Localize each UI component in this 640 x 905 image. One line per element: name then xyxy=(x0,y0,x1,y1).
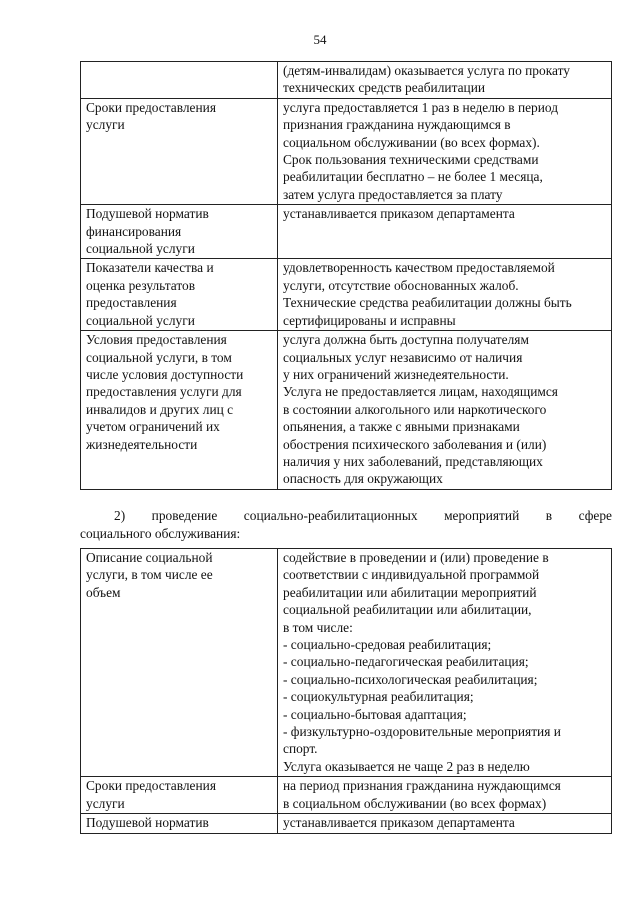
label-line: Показатели качества и xyxy=(86,260,214,276)
row-label-cell xyxy=(81,98,278,204)
row-value-cell xyxy=(278,777,612,814)
row-label-cell xyxy=(81,62,278,99)
table-row xyxy=(81,331,612,490)
value-line: технических средств реабилитации xyxy=(283,80,486,96)
value-line: - социально-психологическая реабилитация; xyxy=(283,671,538,687)
value-line: услуга должна быть доступна получателям xyxy=(283,332,529,348)
row-value-cell xyxy=(278,331,612,490)
value-line: соответствии с индивидуальной программой xyxy=(283,567,540,583)
value-line: (детям-инвалидам) оказывается услуга по прокату xyxy=(283,63,570,78)
value-line: сертифицированы и исправны xyxy=(283,312,456,328)
value-line: устанавливается приказом департамента xyxy=(283,206,515,222)
row-value-cell xyxy=(278,62,612,99)
value-line: в социальном обслуживании (во всех формах) xyxy=(283,795,547,811)
label-line: услуги xyxy=(86,795,125,811)
row-value-cell xyxy=(278,814,612,833)
value-line: Услуга не предоставляется лицам, находящимся xyxy=(283,384,558,400)
table-row xyxy=(81,259,612,331)
value-line: у них ограничений жизнедеятельности. xyxy=(283,366,509,382)
value-line: опасность для окружающих xyxy=(283,471,443,487)
table-row xyxy=(81,777,612,814)
table-row xyxy=(81,62,612,99)
label-line: Подушевой норматив xyxy=(86,206,209,222)
label-line: инвалидов и других лиц с xyxy=(86,401,234,417)
row-label-cell xyxy=(81,777,278,814)
row-label-cell xyxy=(81,259,278,331)
value-line: в состоянии алкогольного или наркотического xyxy=(283,401,547,417)
table-row xyxy=(81,814,612,833)
value-line: на период признания гражданина нуждающимся xyxy=(283,778,561,794)
label-line: социальной услуги, в том xyxy=(86,349,232,365)
table-row xyxy=(81,98,612,204)
paragraph-line-1: 2) проведение социально-реабилитационных мероприятий в сфере xyxy=(114,508,612,523)
label-line: Описание социальной xyxy=(86,550,213,565)
page-number: 54 xyxy=(313,32,327,47)
label-line: предоставления xyxy=(86,295,177,311)
paragraph-line-2: социального обслуживания: xyxy=(80,526,241,541)
row-label-cell xyxy=(81,549,278,777)
row-label-cell xyxy=(81,331,278,490)
value-line: социальном обслуживании (во всех формах). xyxy=(283,134,540,150)
label-line: учетом ограничений их xyxy=(86,419,220,435)
label-line: финансирования xyxy=(86,223,182,239)
value-line: социальной реабилитации или абилитации, xyxy=(283,602,532,618)
label-line: оценка результатов xyxy=(86,277,196,293)
value-line: наличия у них заболеваний, представляющих xyxy=(283,453,543,469)
value-line: опьянения, а также с явными признаками xyxy=(283,419,520,435)
value-line: - социально-средовая реабилитация; xyxy=(283,637,492,653)
value-line: Технические средства реабилитации должны быть xyxy=(283,295,572,311)
value-line: в том числе: xyxy=(283,619,353,635)
label-line: жизнедеятельности xyxy=(86,436,198,452)
value-line: спорт. xyxy=(283,741,318,757)
label-line: социальной услуги xyxy=(86,241,195,257)
table-row xyxy=(81,549,612,777)
value-line: затем услуга предоставляется за плату xyxy=(283,186,503,202)
value-line: удовлетворенность качеством предоставляемой xyxy=(283,260,555,276)
section-paragraph xyxy=(80,507,612,543)
label-line: социальной услуги xyxy=(86,312,195,328)
row-value-cell xyxy=(278,549,612,777)
row-label-cell xyxy=(81,205,278,259)
value-line: услуга предоставляется 1 раз в неделю в период xyxy=(283,99,559,115)
label-line: объем xyxy=(86,584,121,600)
value-line: реабилитации бесплатно – не более 1 месяца, xyxy=(283,169,543,185)
row-label-cell xyxy=(81,814,278,833)
value-line: признания гражданина нуждающимся в xyxy=(283,117,511,133)
value-line: - физкультурно-оздоровительные мероприятия и xyxy=(283,724,561,740)
label-line: Сроки предоставления xyxy=(86,99,216,115)
value-line: - социально-педагогическая реабилитация; xyxy=(283,654,529,670)
value-line: Услуга оказывается не чаще 2 раз в неделю xyxy=(283,758,530,774)
value-line: устанавливается приказом департамента xyxy=(283,815,515,831)
services-table-1 xyxy=(80,61,612,490)
value-line: реабилитации или абилитации мероприятий xyxy=(283,584,537,600)
services-table-2 xyxy=(80,548,612,834)
value-line: обострения психического заболевания и (или) xyxy=(283,436,547,452)
label-line: услуги, в том числе ее xyxy=(86,567,213,583)
value-line: социальных услуг независимо от наличия xyxy=(283,349,523,365)
value-line: - социально-бытовая адаптация; xyxy=(283,706,467,722)
row-value-cell xyxy=(278,259,612,331)
value-line: Срок пользования техническими средствами xyxy=(283,152,539,168)
value-line: содействие в проведении и (или) проведение в xyxy=(283,550,549,565)
value-line: - социокультурная реабилитация; xyxy=(283,689,474,705)
label-line: числе условия доступности xyxy=(86,366,244,382)
value-line: услуги, отсутствие обоснованных жалоб. xyxy=(283,277,519,293)
label-line: услуги xyxy=(86,117,125,133)
label-line: Подушевой норматив xyxy=(86,815,209,831)
table-row xyxy=(81,205,612,259)
label-line: предоставления услуги для xyxy=(86,384,242,400)
label-line: Условия предоставления xyxy=(86,332,227,348)
row-value-cell xyxy=(278,98,612,204)
label-line: Сроки предоставления xyxy=(86,778,216,794)
row-value-cell xyxy=(278,205,612,259)
